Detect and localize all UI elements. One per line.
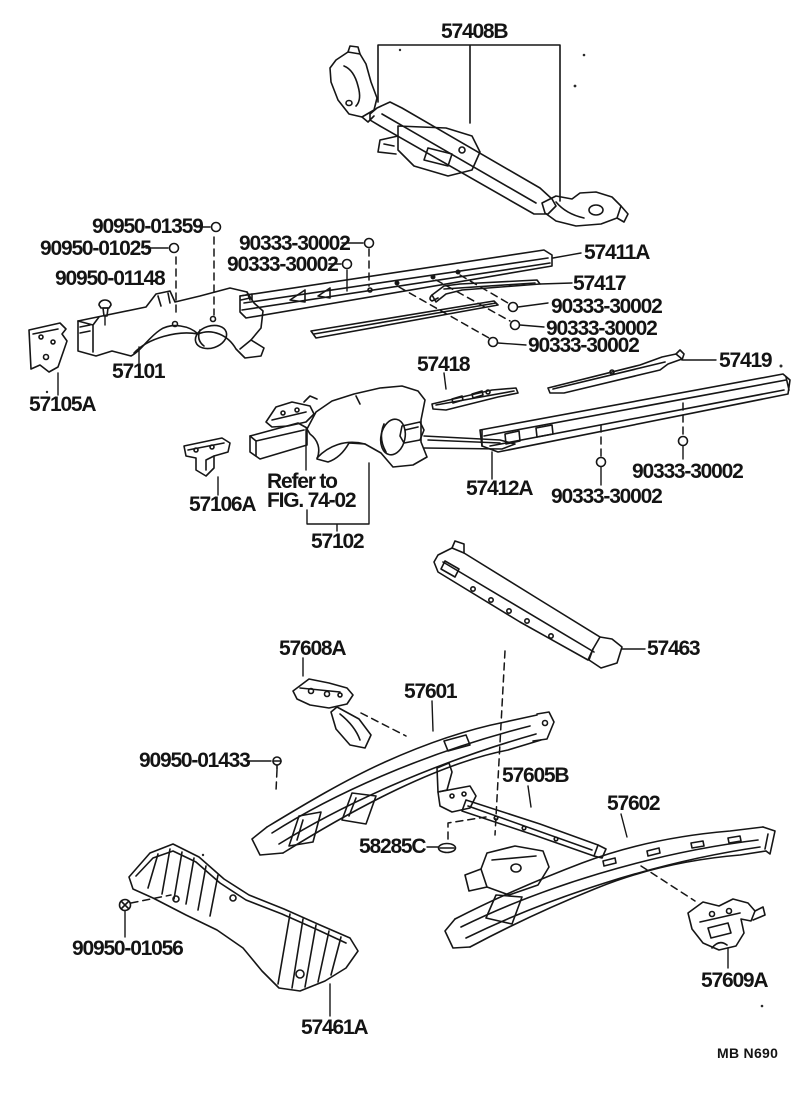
part-57418-drawing	[432, 388, 518, 410]
screw-icon-90950-01359	[212, 223, 221, 232]
figure-code: MB N690	[717, 1045, 779, 1061]
clip-icon-90333-a	[365, 239, 374, 248]
part-57602-drawing	[445, 827, 775, 948]
screw-icon-90950-01025	[170, 244, 179, 253]
part-inner-strip-drawing	[311, 301, 498, 338]
part-label-57417: 57417	[573, 272, 626, 295]
clip-label-90333-c: 90333-30002	[551, 295, 662, 318]
part-label-57101: 57101	[112, 360, 165, 383]
clip-icon-90333-e	[489, 338, 498, 347]
clip-icon-90333-d	[511, 321, 520, 330]
clip-label-90333-a: 90333-30002	[239, 232, 350, 255]
reference-note-line1: Refer to	[267, 470, 337, 493]
part-label-57602: 57602	[607, 792, 660, 815]
fastener-label-90950-01359: 90950-01359	[92, 215, 203, 238]
screw-icon-90950-01056	[120, 900, 131, 911]
clip-label-90333-f: 90333-30002	[551, 485, 662, 508]
part-label-57418: 57418	[417, 353, 470, 376]
clip-label-90333-g: 90333-30002	[632, 460, 743, 483]
reference-note-line2: FIG. 74-02	[267, 489, 356, 512]
bolt-icon-90950-01148	[99, 300, 111, 316]
part-57608a-drawing	[293, 679, 371, 748]
fastener-label-90950-01148: 90950-01148	[55, 267, 165, 290]
part-label-57408b: 57408B	[441, 20, 508, 43]
fastener-label-90950-01025: 90950-01025	[40, 237, 151, 260]
part-57106a-drawing	[184, 438, 230, 476]
part-label-57411a: 57411A	[584, 241, 650, 264]
part-label-57102: 57102	[311, 530, 364, 553]
part-label-57608a: 57608A	[279, 637, 346, 660]
part-label-57463: 57463	[647, 637, 700, 660]
clip-label-90333-d: 90333-30002	[546, 317, 657, 340]
clip-icon-90333-c	[509, 303, 518, 312]
screw-icon-90950-01433	[273, 757, 281, 769]
fastener-label-90950-01056: 90950-01056	[72, 937, 183, 960]
part-57461a-drawing	[129, 844, 358, 991]
part-57105a-drawing	[29, 323, 67, 372]
fastener-label-90950-01433: 90950-01433	[139, 749, 250, 772]
part-label-58285c: 58285C	[359, 835, 426, 858]
part-label-57609a: 57609A	[701, 969, 768, 992]
part-57408b-drawing	[330, 45, 628, 226]
clip-icon-90333-b	[343, 260, 352, 269]
part-label-57106a: 57106A	[189, 493, 256, 516]
clip-label-90333-e: 90333-30002	[528, 334, 639, 357]
part-57101-drawing	[78, 288, 264, 358]
part-57609a-drawing	[688, 899, 765, 950]
part-label-57461a: 57461A	[301, 1016, 368, 1039]
clip-label-90333-b: 90333-30002	[227, 253, 338, 276]
part-label-57601: 57601	[404, 680, 457, 703]
part-label-57419: 57419	[719, 349, 772, 372]
clip-icon-90333-f	[597, 458, 606, 467]
part-57463-drawing	[434, 541, 622, 668]
clip-icon-90333-g	[679, 437, 688, 446]
part-label-57412a: 57412A	[466, 477, 533, 500]
grommet-icon-58285c	[439, 844, 456, 853]
part-label-57605b: 57605B	[502, 764, 569, 787]
part-label-57105a: 57105A	[29, 393, 96, 416]
